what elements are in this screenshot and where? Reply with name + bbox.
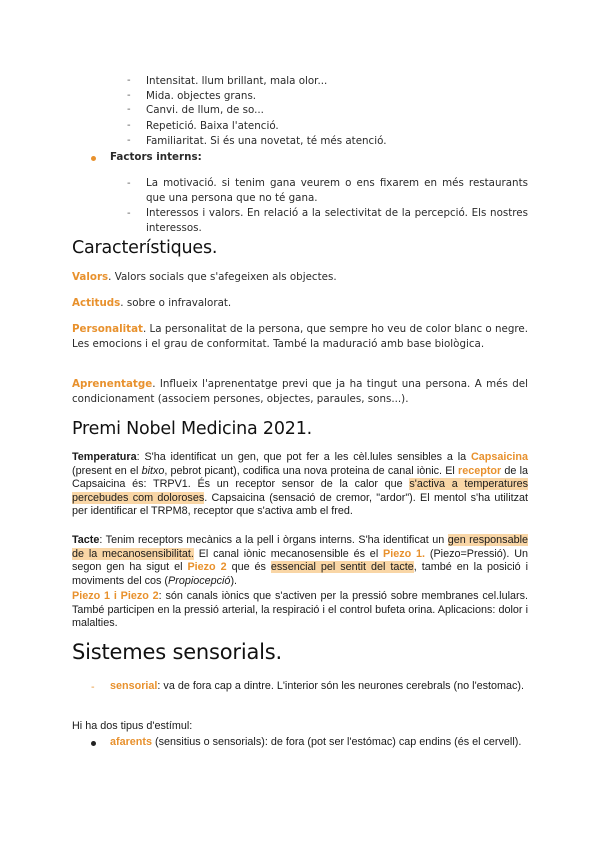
paragraph-text: de la Capsaicina és: TRPV1. És un receptor sensor de la calor que <box>72 464 528 491</box>
term-receptor: receptor <box>458 464 502 477</box>
term-label: Tacte <box>72 534 100 546</box>
paragraph-afarents <box>110 736 528 750</box>
paragraph-text: : són canals iònics que s'activen per la pressió sobre membranes cel.lulars. També participen en la pressió arterial, la respiració i el control bufeta orina. Aplicacions: dolor i malalties. <box>72 590 528 630</box>
paragraph-valors <box>72 270 532 285</box>
term-bitxo: bitxo <box>141 464 165 477</box>
paragraph-tacte <box>72 534 528 588</box>
term-label: Aprenentatge <box>72 378 153 390</box>
bullet-icon <box>91 156 96 161</box>
paragraph-text: que és <box>226 561 271 574</box>
highlighted-text: essencial pel sentit del tacte <box>270 561 414 574</box>
paragraph-text: . Valors socials que s'afegeixen als objectes. <box>108 271 337 283</box>
section-heading: Premi Nobel Medicina 2021. <box>72 419 312 439</box>
term-label: sensorial <box>110 680 158 692</box>
list-item: Interessos i valors. En relació a la selectivitat de la percepció. Els nostres interessos. <box>146 207 528 234</box>
section-heading: Característiques. <box>72 238 218 258</box>
term-label: Valors <box>72 271 109 283</box>
list-item: Repetició. Baixa l'atenció. <box>146 120 279 132</box>
paragraph-sensorial <box>110 680 528 694</box>
highlighted-text: s'activa a temperatures percebudes com doloroses <box>72 478 528 504</box>
dash-marker: - <box>127 75 131 86</box>
term-label: afarents <box>110 736 153 748</box>
paragraph-text: . La personalitat de la persona, que sempre ho veu de color blanc o negre. Les emocions i el grau de conformitat. També la maduració amb base biològica. <box>72 323 528 350</box>
term-propiocepcio: Propiocepció <box>168 574 231 587</box>
term-label: Piezo 1 i Piezo 2 <box>72 590 159 602</box>
paragraph-text: . Influeix l'aprenentatge previ que ja ha tingut una persona. A més del condicionament (associem persones, objectes, paraules, sons...). <box>72 378 528 405</box>
dash-marker: - <box>127 208 131 219</box>
bullet-icon <box>91 741 96 746</box>
list-item: Mida. objectes grans. <box>146 90 257 102</box>
paragraph-piezo <box>72 590 528 631</box>
dash-marker: - <box>91 682 95 693</box>
paragraph-intro: Hi ha dos tipus d'estímul: <box>72 720 193 732</box>
dash-marker: - <box>127 90 131 101</box>
term-label: Actituds <box>72 297 121 309</box>
paragraph-text: : Tenim receptors mecànics a la pell i òrgans interns. S'ha identificat un <box>99 534 448 546</box>
paragraph-personalitat <box>72 322 528 351</box>
paragraph-temperatura <box>72 451 528 519</box>
section-heading: Sistemes sensorials. <box>72 640 282 664</box>
paragraph-text: . sobre o infravalorat. <box>120 297 232 309</box>
term-label: Personalitat <box>72 323 143 335</box>
paragraph-text: , també en la posició i moviments del cos ( <box>72 561 528 587</box>
term-capsaicina: Capsaicina <box>470 451 528 463</box>
paragraph-text: (sensitius o sensorials): de fora (pot ser l'estómac) cap endins (és el cervell). <box>152 736 522 748</box>
dash-marker: - <box>127 104 131 115</box>
paragraph-text: . Capsaicina (sensació de cremor, "ardor"). El mentol s'ha utilitzat per identificar el TRPM8, receptor que s'activa amb el fred. <box>72 491 528 518</box>
paragraph-text: : S'ha identificat un gen, que pot fer a les cèl.lules sensibles a la <box>136 451 471 463</box>
list-item: Canvi. de llum, de so... <box>146 104 264 116</box>
paragraph-aprenentatge <box>72 377 528 406</box>
list-item: La motivació. si tenim gana veurem o ens fixarem en més restaurants que una persona que no té gana. <box>146 177 528 204</box>
term-piezo-2: Piezo 2 <box>187 561 227 574</box>
dash-marker: - <box>127 120 131 131</box>
term-piezo-1: Piezo 1. <box>383 547 426 560</box>
paragraph-text: : va de fora cap a dintre. L'interior són les neurones cerebrals (no l'estomac). <box>157 680 525 692</box>
term-label: Temperatura <box>72 451 137 463</box>
paragraph-text: (Piezo=Pressió). Un segon gen ha sigut el <box>72 547 528 574</box>
paragraph-text: ). <box>230 574 238 587</box>
list-item: Familiaritat. Si és una novetat, té més atenció. <box>146 135 387 147</box>
dash-marker: - <box>127 135 131 146</box>
paragraph-text: El canal iònic mecanosensible és el <box>193 547 384 560</box>
highlighted-text: gen responsable de la mecanosensibilitat. <box>72 534 528 560</box>
list-item: Intensitat. llum brillant, mala olor... <box>146 75 328 87</box>
factors-interns-label: Factors interns: <box>110 151 202 163</box>
paragraph-actituds <box>72 296 532 311</box>
dash-marker: - <box>127 178 131 189</box>
paragraph-text: , pebrot picant), codifica una nova proteina de canal iònic. El <box>164 464 459 477</box>
paragraph-text: (present en el <box>72 464 142 477</box>
